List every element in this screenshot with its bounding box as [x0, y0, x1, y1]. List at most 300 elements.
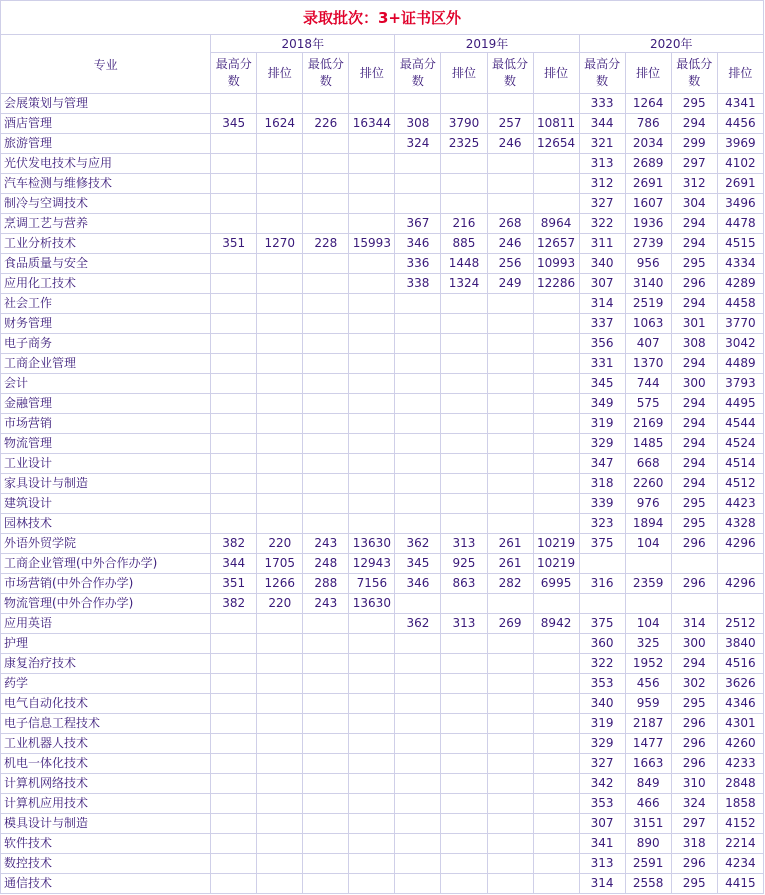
- value-cell: [441, 354, 487, 374]
- sub-header-max-rank: 排位: [441, 53, 487, 94]
- value-cell: 294: [671, 294, 717, 314]
- value-cell: [257, 314, 303, 334]
- value-cell: [625, 554, 671, 574]
- value-cell: [349, 494, 395, 514]
- value-cell: 295: [671, 494, 717, 514]
- value-cell: [533, 154, 579, 174]
- table-row: [1, 674, 764, 694]
- table-row: [1, 734, 764, 754]
- value-cell: 296: [671, 534, 717, 554]
- value-cell: 296: [671, 754, 717, 774]
- value-cell: [395, 714, 441, 734]
- value-cell: 4516: [717, 654, 763, 674]
- value-cell: [211, 294, 257, 314]
- value-cell: [533, 794, 579, 814]
- value-cell: 220: [257, 594, 303, 614]
- value-cell: [211, 354, 257, 374]
- value-cell: 1663: [625, 754, 671, 774]
- value-cell: [211, 314, 257, 334]
- value-cell: 744: [625, 374, 671, 394]
- table-row: [1, 314, 764, 334]
- table-row: [1, 174, 764, 194]
- sub-header-min-rank: 排位: [717, 53, 763, 94]
- major-name-cell: 工业机器人技术: [1, 734, 211, 754]
- major-name-cell: 计算机网络技术: [1, 774, 211, 794]
- year-header-2019: 2019年: [395, 35, 579, 53]
- value-cell: 327: [579, 194, 625, 214]
- table-row: [1, 454, 764, 474]
- value-cell: 319: [579, 414, 625, 434]
- value-cell: 295: [671, 694, 717, 714]
- value-cell: [441, 714, 487, 734]
- value-cell: [349, 374, 395, 394]
- value-cell: 4489: [717, 354, 763, 374]
- value-cell: 249: [487, 274, 533, 294]
- value-cell: [211, 854, 257, 874]
- value-cell: 295: [671, 514, 717, 534]
- value-cell: 367: [395, 214, 441, 234]
- value-cell: 282: [487, 574, 533, 594]
- value-cell: 338: [395, 274, 441, 294]
- value-cell: [211, 274, 257, 294]
- value-cell: [395, 314, 441, 334]
- value-cell: 976: [625, 494, 671, 514]
- value-cell: 15993: [349, 234, 395, 254]
- value-cell: 351: [211, 234, 257, 254]
- value-cell: [487, 174, 533, 194]
- value-cell: 1952: [625, 654, 671, 674]
- value-cell: [303, 254, 349, 274]
- sub-header-min-rank: 排位: [533, 53, 579, 94]
- value-cell: [349, 654, 395, 674]
- value-cell: 296: [671, 274, 717, 294]
- value-cell: [303, 374, 349, 394]
- value-cell: [211, 434, 257, 454]
- value-cell: 345: [211, 114, 257, 134]
- major-name-cell: 社会工作: [1, 294, 211, 314]
- value-cell: [395, 754, 441, 774]
- major-name-cell: 护理: [1, 634, 211, 654]
- value-cell: [395, 874, 441, 894]
- value-cell: 3790: [441, 114, 487, 134]
- value-cell: [303, 814, 349, 834]
- value-cell: [303, 654, 349, 674]
- value-cell: [211, 734, 257, 754]
- value-cell: [349, 254, 395, 274]
- value-cell: 890: [625, 834, 671, 854]
- value-cell: [303, 494, 349, 514]
- value-cell: 13630: [349, 534, 395, 554]
- value-cell: [625, 594, 671, 614]
- value-cell: 319: [579, 714, 625, 734]
- value-cell: [533, 654, 579, 674]
- value-cell: [257, 654, 303, 674]
- value-cell: 243: [303, 534, 349, 554]
- value-cell: 318: [579, 474, 625, 494]
- value-cell: 8964: [533, 214, 579, 234]
- value-cell: [441, 734, 487, 754]
- value-cell: [349, 814, 395, 834]
- value-cell: [303, 634, 349, 654]
- value-cell: [671, 554, 717, 574]
- value-cell: [303, 174, 349, 194]
- value-cell: [671, 594, 717, 614]
- value-cell: [303, 734, 349, 754]
- value-cell: [487, 594, 533, 614]
- value-cell: 288: [303, 574, 349, 594]
- value-cell: [487, 774, 533, 794]
- value-cell: [441, 454, 487, 474]
- sub-header-max-score: 最高分数: [395, 53, 441, 94]
- value-cell: [257, 694, 303, 714]
- value-cell: [349, 854, 395, 874]
- value-cell: [395, 334, 441, 354]
- value-cell: 318: [671, 834, 717, 854]
- value-cell: [395, 194, 441, 214]
- value-cell: 329: [579, 734, 625, 754]
- value-cell: 313: [579, 154, 625, 174]
- sub-header-max-score: 最高分数: [211, 53, 257, 94]
- value-cell: 4233: [717, 754, 763, 774]
- value-cell: 13630: [349, 594, 395, 614]
- value-cell: 2848: [717, 774, 763, 794]
- value-cell: [441, 514, 487, 534]
- value-cell: 324: [671, 794, 717, 814]
- value-cell: [257, 134, 303, 154]
- value-cell: 375: [579, 614, 625, 634]
- table-row: [1, 494, 764, 514]
- value-cell: [395, 294, 441, 314]
- value-cell: 956: [625, 254, 671, 274]
- value-cell: 243: [303, 594, 349, 614]
- value-cell: [257, 154, 303, 174]
- value-cell: [441, 874, 487, 894]
- value-cell: [211, 794, 257, 814]
- value-cell: [303, 674, 349, 694]
- value-cell: 299: [671, 134, 717, 154]
- major-name-cell: 金融管理: [1, 394, 211, 414]
- value-cell: [487, 654, 533, 674]
- value-cell: 314: [579, 874, 625, 894]
- value-cell: [533, 634, 579, 654]
- table-row: [1, 254, 764, 274]
- table-row: [1, 434, 764, 454]
- value-cell: [533, 494, 579, 514]
- major-name-cell: 药学: [1, 674, 211, 694]
- value-cell: [303, 794, 349, 814]
- value-cell: [395, 434, 441, 454]
- value-cell: [211, 134, 257, 154]
- value-cell: [395, 814, 441, 834]
- value-cell: [257, 254, 303, 274]
- value-cell: [211, 654, 257, 674]
- table-row: [1, 634, 764, 654]
- value-cell: 294: [671, 354, 717, 374]
- value-cell: [487, 454, 533, 474]
- value-cell: 246: [487, 234, 533, 254]
- value-cell: 257: [487, 114, 533, 134]
- table-row: [1, 854, 764, 874]
- value-cell: [533, 94, 579, 114]
- value-cell: [533, 814, 579, 834]
- value-cell: [487, 834, 533, 854]
- value-cell: 3042: [717, 334, 763, 354]
- value-cell: 325: [625, 634, 671, 654]
- value-cell: [487, 194, 533, 214]
- value-cell: [211, 374, 257, 394]
- value-cell: [257, 814, 303, 834]
- value-cell: [211, 754, 257, 774]
- major-name-cell: 外语外贸学院: [1, 534, 211, 554]
- major-name-cell: 汽车检测与维修技术: [1, 174, 211, 194]
- value-cell: [395, 454, 441, 474]
- value-cell: 308: [395, 114, 441, 134]
- table-row: [1, 794, 764, 814]
- value-cell: [441, 634, 487, 654]
- value-cell: [441, 794, 487, 814]
- sub-header-min-score: 最低分数: [671, 53, 717, 94]
- major-name-cell: 电子信息工程技术: [1, 714, 211, 734]
- value-cell: [303, 314, 349, 334]
- value-cell: [441, 94, 487, 114]
- value-cell: [487, 474, 533, 494]
- value-cell: [257, 494, 303, 514]
- value-cell: [487, 374, 533, 394]
- value-cell: [303, 614, 349, 634]
- value-cell: 885: [441, 234, 487, 254]
- value-cell: 4301: [717, 714, 763, 734]
- value-cell: [303, 274, 349, 294]
- major-name-cell: 机电一体化技术: [1, 754, 211, 774]
- value-cell: 294: [671, 654, 717, 674]
- value-cell: 2519: [625, 294, 671, 314]
- value-cell: [487, 794, 533, 814]
- value-cell: 16344: [349, 114, 395, 134]
- value-cell: [441, 694, 487, 714]
- table-row: [1, 474, 764, 494]
- value-cell: [395, 654, 441, 674]
- value-cell: [533, 774, 579, 794]
- value-cell: 375: [579, 534, 625, 554]
- value-cell: 312: [671, 174, 717, 194]
- value-cell: [533, 194, 579, 214]
- table-row: [1, 714, 764, 734]
- value-cell: [349, 734, 395, 754]
- value-cell: [533, 854, 579, 874]
- value-cell: [533, 434, 579, 454]
- value-cell: [211, 334, 257, 354]
- value-cell: 4346: [717, 694, 763, 714]
- value-cell: 1370: [625, 354, 671, 374]
- major-name-cell: 物流管理(中外合作办学): [1, 594, 211, 614]
- value-cell: 2359: [625, 574, 671, 594]
- value-cell: 302: [671, 674, 717, 694]
- value-cell: [349, 754, 395, 774]
- value-cell: 959: [625, 694, 671, 714]
- value-cell: 342: [579, 774, 625, 794]
- value-cell: 336: [395, 254, 441, 274]
- value-cell: 7156: [349, 574, 395, 594]
- value-cell: 2187: [625, 714, 671, 734]
- table-row: [1, 374, 764, 394]
- value-cell: 6995: [533, 574, 579, 594]
- value-cell: 313: [441, 534, 487, 554]
- value-cell: [533, 754, 579, 774]
- value-cell: 314: [579, 294, 625, 314]
- value-cell: [211, 714, 257, 734]
- value-cell: [349, 414, 395, 434]
- value-cell: [487, 314, 533, 334]
- value-cell: [349, 194, 395, 214]
- value-cell: 313: [441, 614, 487, 634]
- value-cell: [441, 294, 487, 314]
- value-cell: [441, 194, 487, 214]
- value-cell: 4328: [717, 514, 763, 534]
- value-cell: [257, 194, 303, 214]
- value-cell: 4415: [717, 874, 763, 894]
- major-name-cell: 数控技术: [1, 854, 211, 874]
- value-cell: [303, 394, 349, 414]
- sub-header-max-score: 最高分数: [579, 53, 625, 94]
- value-cell: [257, 874, 303, 894]
- value-cell: [211, 454, 257, 474]
- major-name-cell: 电气自动化技术: [1, 694, 211, 714]
- value-cell: 349: [579, 394, 625, 414]
- value-cell: 346: [395, 234, 441, 254]
- value-cell: [303, 434, 349, 454]
- value-cell: [211, 694, 257, 714]
- value-cell: [533, 354, 579, 374]
- value-cell: [257, 294, 303, 314]
- value-cell: [257, 614, 303, 634]
- value-cell: 296: [671, 734, 717, 754]
- value-cell: [211, 814, 257, 834]
- value-cell: 4478: [717, 214, 763, 234]
- value-cell: 4296: [717, 534, 763, 554]
- value-cell: 1894: [625, 514, 671, 534]
- value-cell: 1705: [257, 554, 303, 574]
- value-cell: [257, 454, 303, 474]
- value-cell: 4152: [717, 814, 763, 834]
- value-cell: 4423: [717, 494, 763, 514]
- value-cell: [395, 834, 441, 854]
- value-cell: 308: [671, 334, 717, 354]
- value-cell: [441, 774, 487, 794]
- value-cell: 3496: [717, 194, 763, 214]
- table-row: [1, 334, 764, 354]
- value-cell: 340: [579, 694, 625, 714]
- value-cell: 10219: [533, 554, 579, 574]
- value-cell: 295: [671, 254, 717, 274]
- table-row: [1, 654, 764, 674]
- value-cell: [349, 334, 395, 354]
- value-cell: [395, 374, 441, 394]
- value-cell: [303, 694, 349, 714]
- value-cell: [395, 414, 441, 434]
- value-cell: [211, 514, 257, 534]
- value-cell: 295: [671, 874, 717, 894]
- value-cell: 356: [579, 334, 625, 354]
- value-cell: [211, 174, 257, 194]
- value-cell: [349, 154, 395, 174]
- value-cell: [395, 494, 441, 514]
- value-cell: [395, 394, 441, 414]
- value-cell: 104: [625, 534, 671, 554]
- value-cell: 295: [671, 94, 717, 114]
- value-cell: [303, 834, 349, 854]
- value-cell: 4234: [717, 854, 763, 874]
- value-cell: 307: [579, 274, 625, 294]
- major-name-cell: 会计: [1, 374, 211, 394]
- table-row: [1, 754, 764, 774]
- value-cell: [395, 794, 441, 814]
- value-cell: [349, 354, 395, 374]
- value-cell: 4456: [717, 114, 763, 134]
- value-cell: [257, 94, 303, 114]
- value-cell: 4289: [717, 274, 763, 294]
- value-cell: 269: [487, 614, 533, 634]
- value-cell: 2034: [625, 134, 671, 154]
- major-name-cell: 市场营销(中外合作办学): [1, 574, 211, 594]
- value-cell: 1607: [625, 194, 671, 214]
- value-cell: [211, 674, 257, 694]
- value-cell: [257, 174, 303, 194]
- value-cell: [487, 414, 533, 434]
- value-cell: [441, 814, 487, 834]
- value-cell: [533, 394, 579, 414]
- value-cell: [579, 594, 625, 614]
- value-cell: [533, 174, 579, 194]
- value-cell: 337: [579, 314, 625, 334]
- major-name-cell: 园林技术: [1, 514, 211, 534]
- value-cell: 1324: [441, 274, 487, 294]
- value-cell: [533, 334, 579, 354]
- value-cell: 300: [671, 374, 717, 394]
- value-cell: 301: [671, 314, 717, 334]
- value-cell: 261: [487, 554, 533, 574]
- value-cell: 863: [441, 574, 487, 594]
- value-cell: [487, 734, 533, 754]
- major-name-cell: 酒店管理: [1, 114, 211, 134]
- major-name-cell: 应用化工技术: [1, 274, 211, 294]
- table-row: [1, 594, 764, 614]
- value-cell: [395, 474, 441, 494]
- value-cell: [349, 634, 395, 654]
- value-cell: [349, 174, 395, 194]
- value-cell: [349, 434, 395, 454]
- value-cell: [211, 634, 257, 654]
- value-cell: [441, 654, 487, 674]
- value-cell: 1063: [625, 314, 671, 334]
- value-cell: [257, 734, 303, 754]
- table-row: [1, 774, 764, 794]
- value-cell: [349, 294, 395, 314]
- value-cell: 849: [625, 774, 671, 794]
- major-name-cell: 财务管理: [1, 314, 211, 334]
- value-cell: [533, 834, 579, 854]
- value-cell: 316: [579, 574, 625, 594]
- table-row: [1, 694, 764, 714]
- value-cell: [349, 694, 395, 714]
- value-cell: [349, 94, 395, 114]
- value-cell: 10811: [533, 114, 579, 134]
- value-cell: 2739: [625, 234, 671, 254]
- value-cell: [211, 494, 257, 514]
- value-cell: [441, 834, 487, 854]
- value-cell: 668: [625, 454, 671, 474]
- major-name-cell: 会展策划与管理: [1, 94, 211, 114]
- value-cell: [441, 854, 487, 874]
